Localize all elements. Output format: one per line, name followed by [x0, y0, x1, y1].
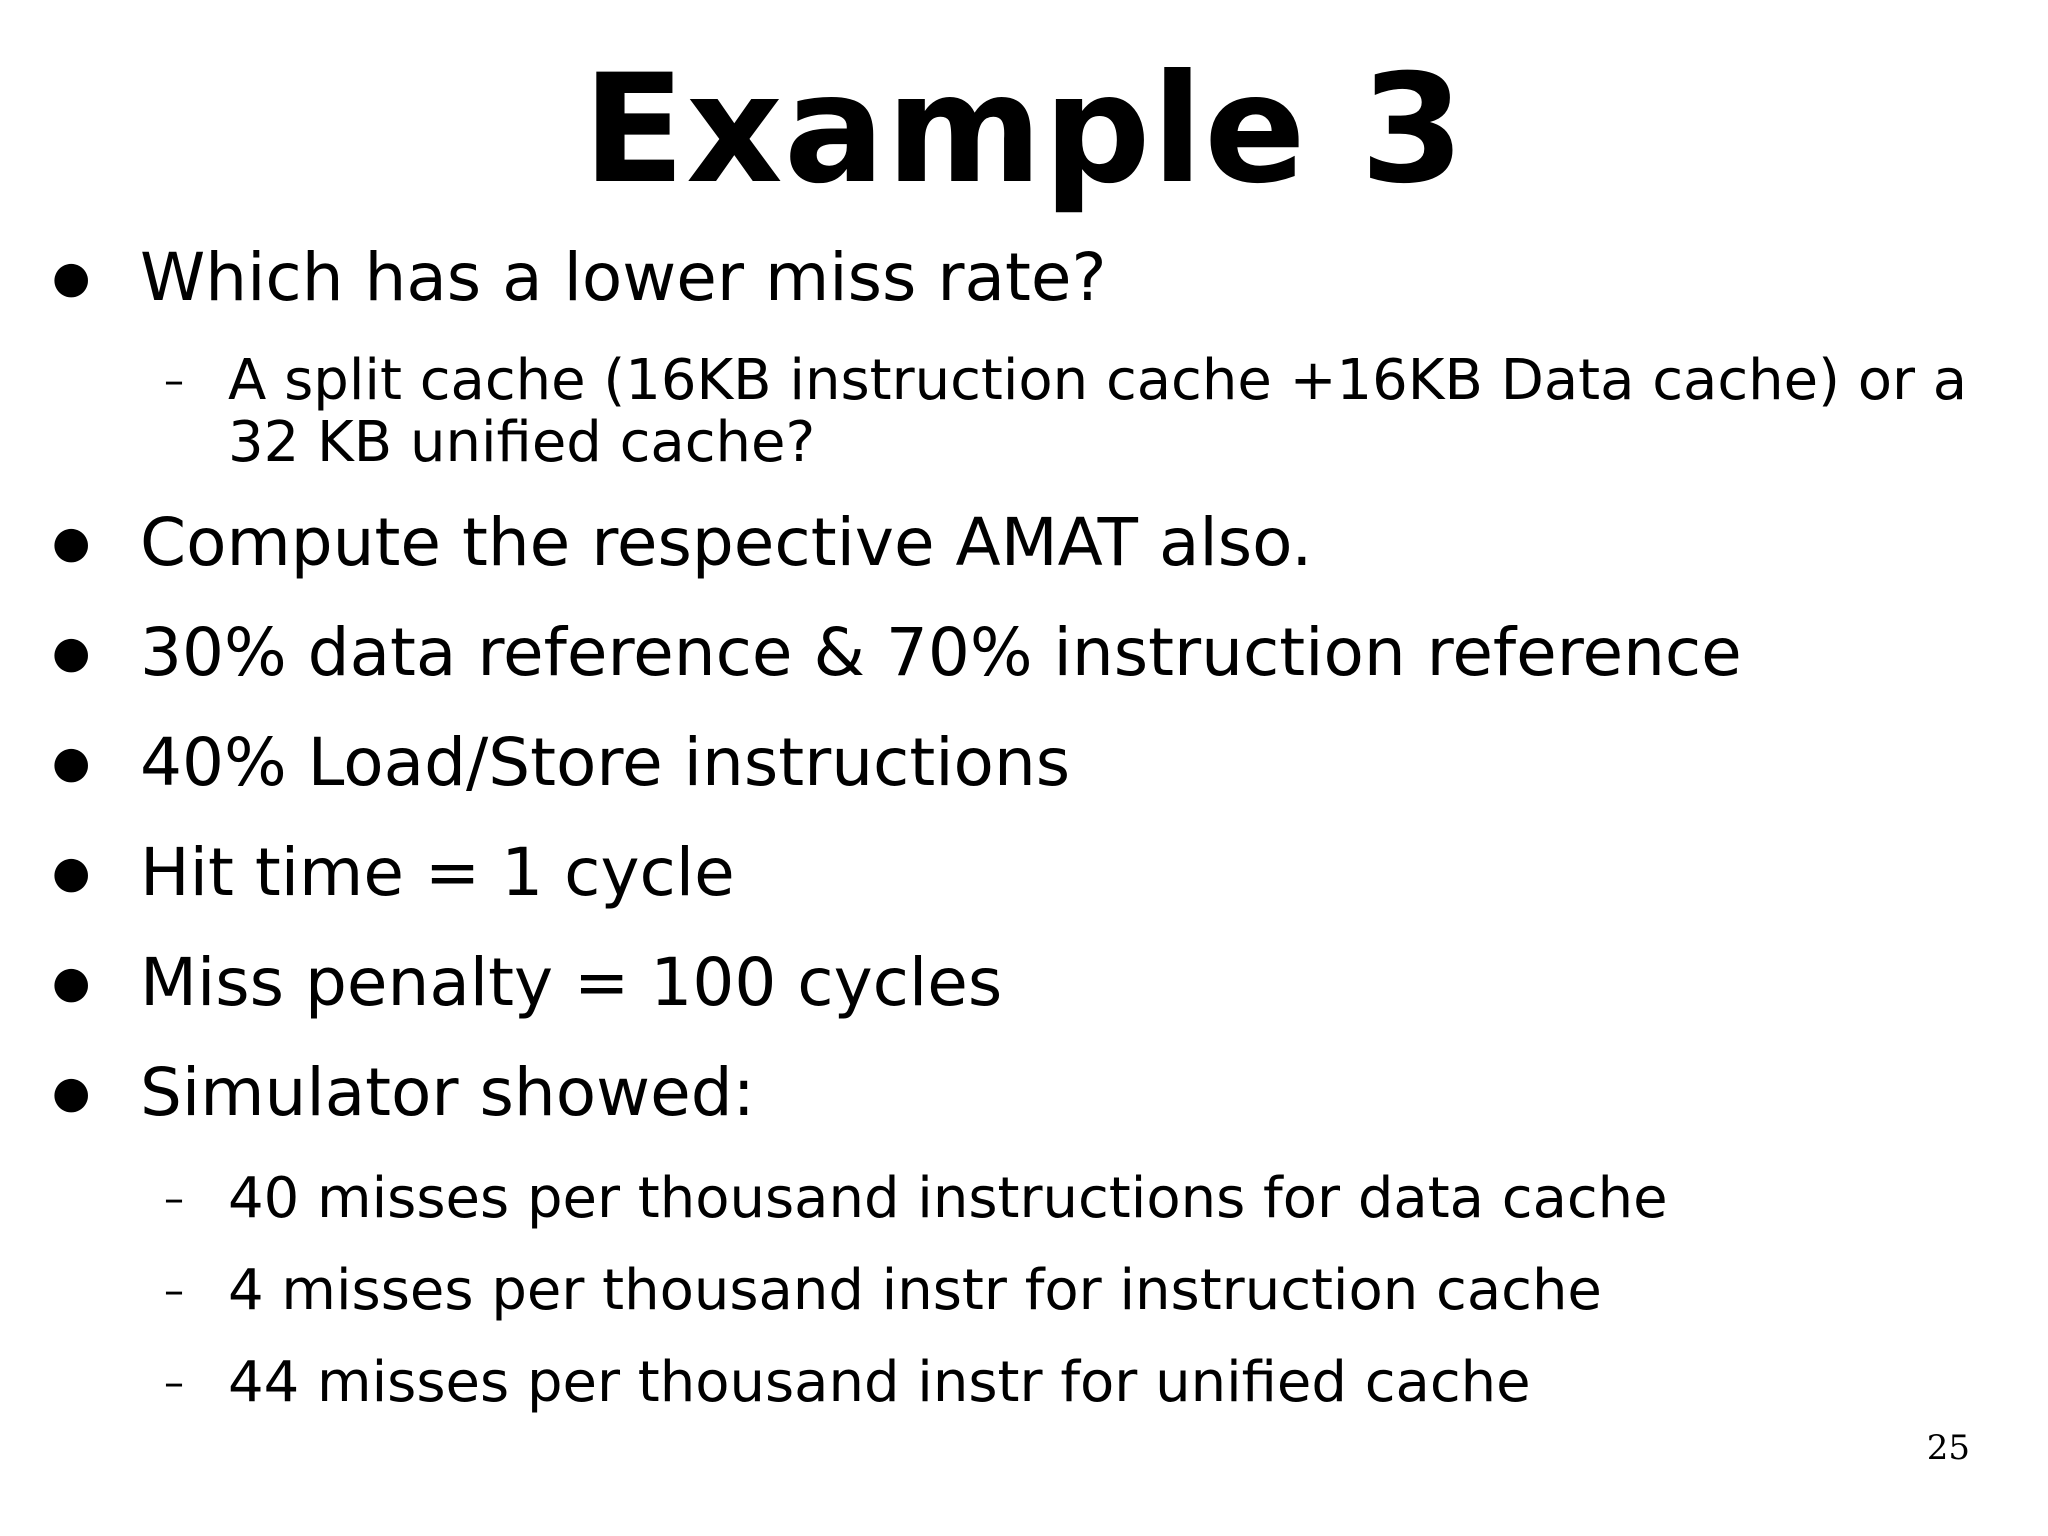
sub-bullet-text-line-2: 32 KB unified cache? — [228, 410, 816, 475]
sub-bullet-text: 40 misses per thousand instructions for data cache — [228, 1166, 1668, 1231]
bullet-text: Simulator showed: — [140, 1054, 755, 1131]
bullet-marker: ● — [52, 737, 91, 788]
bullet-text: Which has a lower miss rate? — [140, 239, 1107, 316]
bullet-marker: ● — [52, 517, 91, 568]
bullet-marker: ● — [52, 957, 91, 1008]
sub-bullet-text: 44 misses per thousand instr for unified cache — [228, 1350, 1531, 1415]
sub-bullet-marker: – — [164, 358, 184, 404]
bullet-marker: ● — [52, 252, 91, 303]
slide-title: Example 3 — [582, 43, 1466, 217]
bullet-marker: ● — [52, 847, 91, 898]
bullet-text: Compute the respective AMAT also. — [140, 504, 1313, 581]
bullet-text: 40% Load/Store instructions — [140, 724, 1071, 801]
bullet-text: Miss penalty = 100 cycles — [140, 944, 1003, 1021]
sub-bullet-text: 4 misses per thousand instr for instruction cache — [228, 1258, 1602, 1323]
sub-bullet-marker: – — [164, 1268, 184, 1314]
sub-bullet-text-line-1: A split cache (16KB instruction cache +16KB Data cache) or a — [228, 348, 1968, 413]
sub-bullet-marker: – — [164, 1176, 184, 1222]
bullet-text: Hit time = 1 cycle — [140, 834, 735, 911]
page-number: 25 — [1926, 1428, 1970, 1468]
bullet-marker: ● — [52, 1067, 91, 1118]
bullet-text: 30% data reference & 70% instruction reference — [140, 614, 1742, 691]
sub-bullet-marker: – — [164, 1360, 184, 1406]
bullet-marker: ● — [52, 627, 91, 678]
